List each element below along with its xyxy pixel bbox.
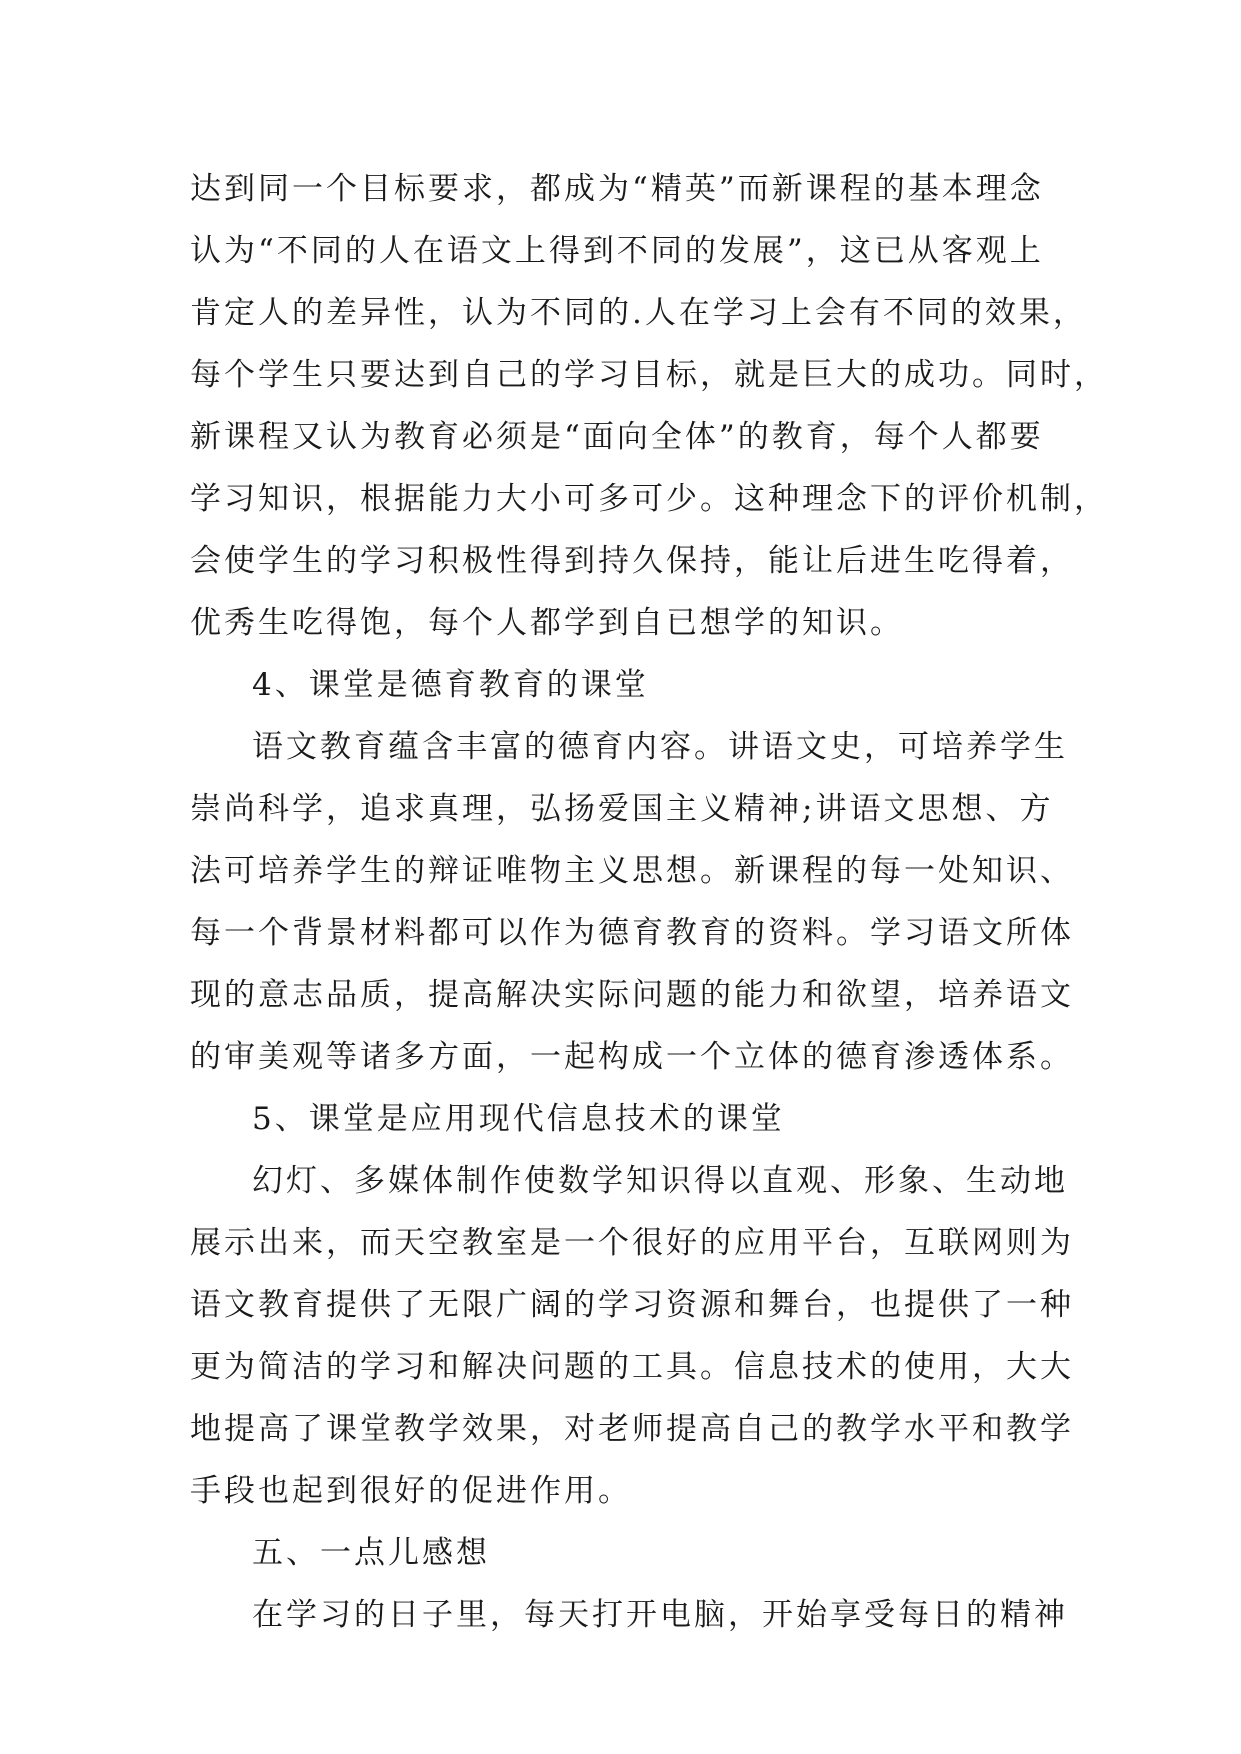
- paragraph-line-3: 肯定人的差异性，认为不同的.人在学习上会有不同的效果，: [190, 295, 1087, 331]
- paragraph-line-5: 新课程又认为教育必须是“面向全体”的教育，每个人都要: [190, 419, 1044, 455]
- paragraph-line-2: 认为“不同的人在语文上得到不同的发展”，这已从客观上: [190, 233, 1044, 269]
- paragraph-line-20: 手段也起到很好的促进作用。: [190, 1473, 632, 1509]
- paragraph-line-11: 法可培养学生的辩证唯物主义思想。新课程的每一处知识、: [190, 853, 1074, 889]
- section-heading-4: 4、课堂是德育教育的课堂: [252, 667, 649, 703]
- paragraph-line-4: 每个学生只要达到自己的学习目标，就是巨大的成功。同时，: [190, 357, 1108, 393]
- paragraph-line-19: 地提高了课堂教学效果，对老师提高自己的教学水平和教学: [190, 1411, 1074, 1447]
- paragraph-line-18: 更为简洁的学习和解决问题的工具。信息技术的使用，大大: [190, 1349, 1074, 1385]
- paragraph-line-12: 每一个背景材料都可以作为德育教育的资料。学习语文所体: [190, 915, 1074, 951]
- paragraph-line-9: 语文教育蕴含丰富的德育内容。讲语文史，可培养学生: [252, 729, 1068, 765]
- paragraph-line-6: 学习知识，根据能力大小可多可少。这种理念下的评价机制，: [190, 481, 1108, 517]
- paragraph-line-8: 优秀生吃得饱，每个人都学到自已想学的知识。: [190, 605, 904, 641]
- document-body: [190, 158, 1108, 1646]
- paragraph-line-21: 在学习的日子里，每天打开电脑，开始享受每日的精神: [252, 1597, 1068, 1633]
- paragraph-line-15: 幻灯、多媒体制作使数学知识得以直观、形象、生动地: [252, 1163, 1068, 1199]
- paragraph-line-7: 会使学生的学习积极性得到持久保持，能让后进生吃得着，: [190, 543, 1074, 579]
- paragraph-line-16: 展示出来，而天空教室是一个很好的应用平台，互联网则为: [190, 1225, 1074, 1261]
- paragraph-line-17: 语文教育提供了无限广阔的学习资源和舞台，也提供了一种: [190, 1287, 1074, 1323]
- paragraph-line-10: 崇尚科学，追求真理，弘扬爱国主义精神;讲语文思想、方: [190, 791, 1054, 827]
- paragraph-line-14: 的审美观等诸多方面，一起构成一个立体的德育渗透体系。: [190, 1039, 1074, 1075]
- section-heading-5: 5、课堂是应用现代信息技术的课堂: [252, 1101, 785, 1137]
- section-heading-five: 五、一点儿感想: [252, 1535, 490, 1571]
- paragraph-line-13: 现的意志品质，提高解决实际问题的能力和欲望，培养语文: [190, 977, 1074, 1013]
- paragraph-line-1: 达到同一个目标要求，都成为“精英”而新课程的基本理念: [190, 171, 1044, 207]
